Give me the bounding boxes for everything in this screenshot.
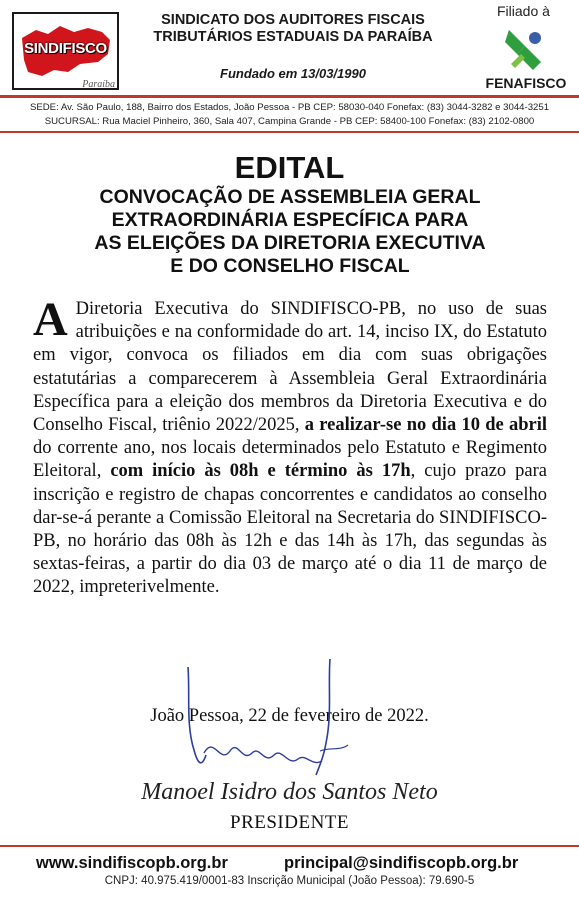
drop-cap: A: [33, 293, 68, 346]
notice-body: [33, 293, 547, 600]
voting-hours-highlight: com início às 08h e término às 17h: [110, 461, 411, 482]
body-part-1: Diretoria Executiva do SINDIFISCO-PB, no uso de suas atribuições e na conformidade do art. 14, inciso IX, do Estatuto em vigor, convoca os filiados em dia com suas obrigações estatutárias a comparecerem à Assembleia Geral Extraordinária Específica para a eleição dos membros da Diretoria Executiva e do Conselho Fiscal, triênio 2022/2025,: [33, 299, 547, 436]
email-link[interactable]: principal@sindifiscopb.org.br: [284, 854, 519, 872]
registration-ids: CNPJ: 40.975.419/0001-83 Inscrição Municipal (João Pessoa): 79.690-5: [104, 875, 475, 887]
org-name-line-1: SINDICATO DOS AUDITORES FISCAIS: [161, 12, 425, 28]
body-part-2: do corrente ano, nos locais determinados pelo Estatuto e Regimento Eleitoral,: [33, 438, 547, 482]
letterhead: [0, 0, 579, 100]
subtitle-line-2: EXTRAORDINÁRIA ESPECÍFICA PARA: [111, 209, 469, 231]
sede-address: SEDE: Av. São Paulo, 188, Bairro dos Estados, João Pessoa - PB CEP: 58030-040 Fonefax: (83) 3044-3282 e 3044-3251: [29, 102, 550, 113]
affiliated-label: Filiado à: [497, 3, 550, 19]
sucursal-address: SUCURSAL: Rua Maciel Pinheiro, 360, Sala 407, Campina Grande - PB CEP: 58400-100 Fonefax: (83) 2102-0800: [44, 116, 535, 127]
organization-name: [128, 12, 458, 46]
org-name-line-2: TRIBUTÁRIOS ESTADUAIS DA PARAÍBA: [153, 29, 433, 45]
subtitle-line-3: AS ELEIÇÕES DA DIRETORIA EXECUTIVA: [94, 232, 486, 254]
subtitle-line-1: CONVOCAÇÃO DE ASSEMBLEIA GERAL: [99, 186, 481, 208]
assembly-date-highlight: a realizar-se no dia 10 de abril: [304, 415, 547, 436]
logo-subtext: Paraíba: [82, 79, 115, 90]
signer-name: Manoel Isidro dos Santos Neto: [141, 779, 438, 805]
fenafisco-logo-icon: [503, 24, 547, 72]
signer-role: PRESIDENTE: [230, 812, 349, 833]
notice-subtitle: [40, 186, 540, 278]
place-and-date: João Pessoa, 22 de fevereiro de 2022.: [150, 706, 429, 726]
body-part-3: , cujo prazo para inscrição e registro de chapas concorrentes e candidatos ao conselho dar-se-á perante a Comissão Eleitoral na Secretaria do SINDIFISCO-PB, no horário das 08h às 12h e das 14h às 17h, das segundas às sextas-feiras, a partir do dia 03 de março até o dia 11 de março de 2022, impreterivelmente.: [33, 461, 547, 598]
logo-wordmark: SINDIFISCO: [24, 40, 107, 57]
header-divider: [0, 95, 579, 98]
website-link[interactable]: www.sindifiscopb.org.br: [36, 854, 228, 872]
notice-title: EDITAL: [234, 150, 345, 185]
subtitle-line-4: E DO CONSELHO FISCAL: [170, 255, 410, 277]
fenafisco-name: FENAFISCO: [485, 75, 567, 91]
founded-date: Fundado em 13/03/1990: [220, 66, 366, 81]
footer-divider: [0, 845, 579, 847]
address-divider: [0, 131, 579, 133]
sindifisco-logo: [12, 12, 119, 90]
